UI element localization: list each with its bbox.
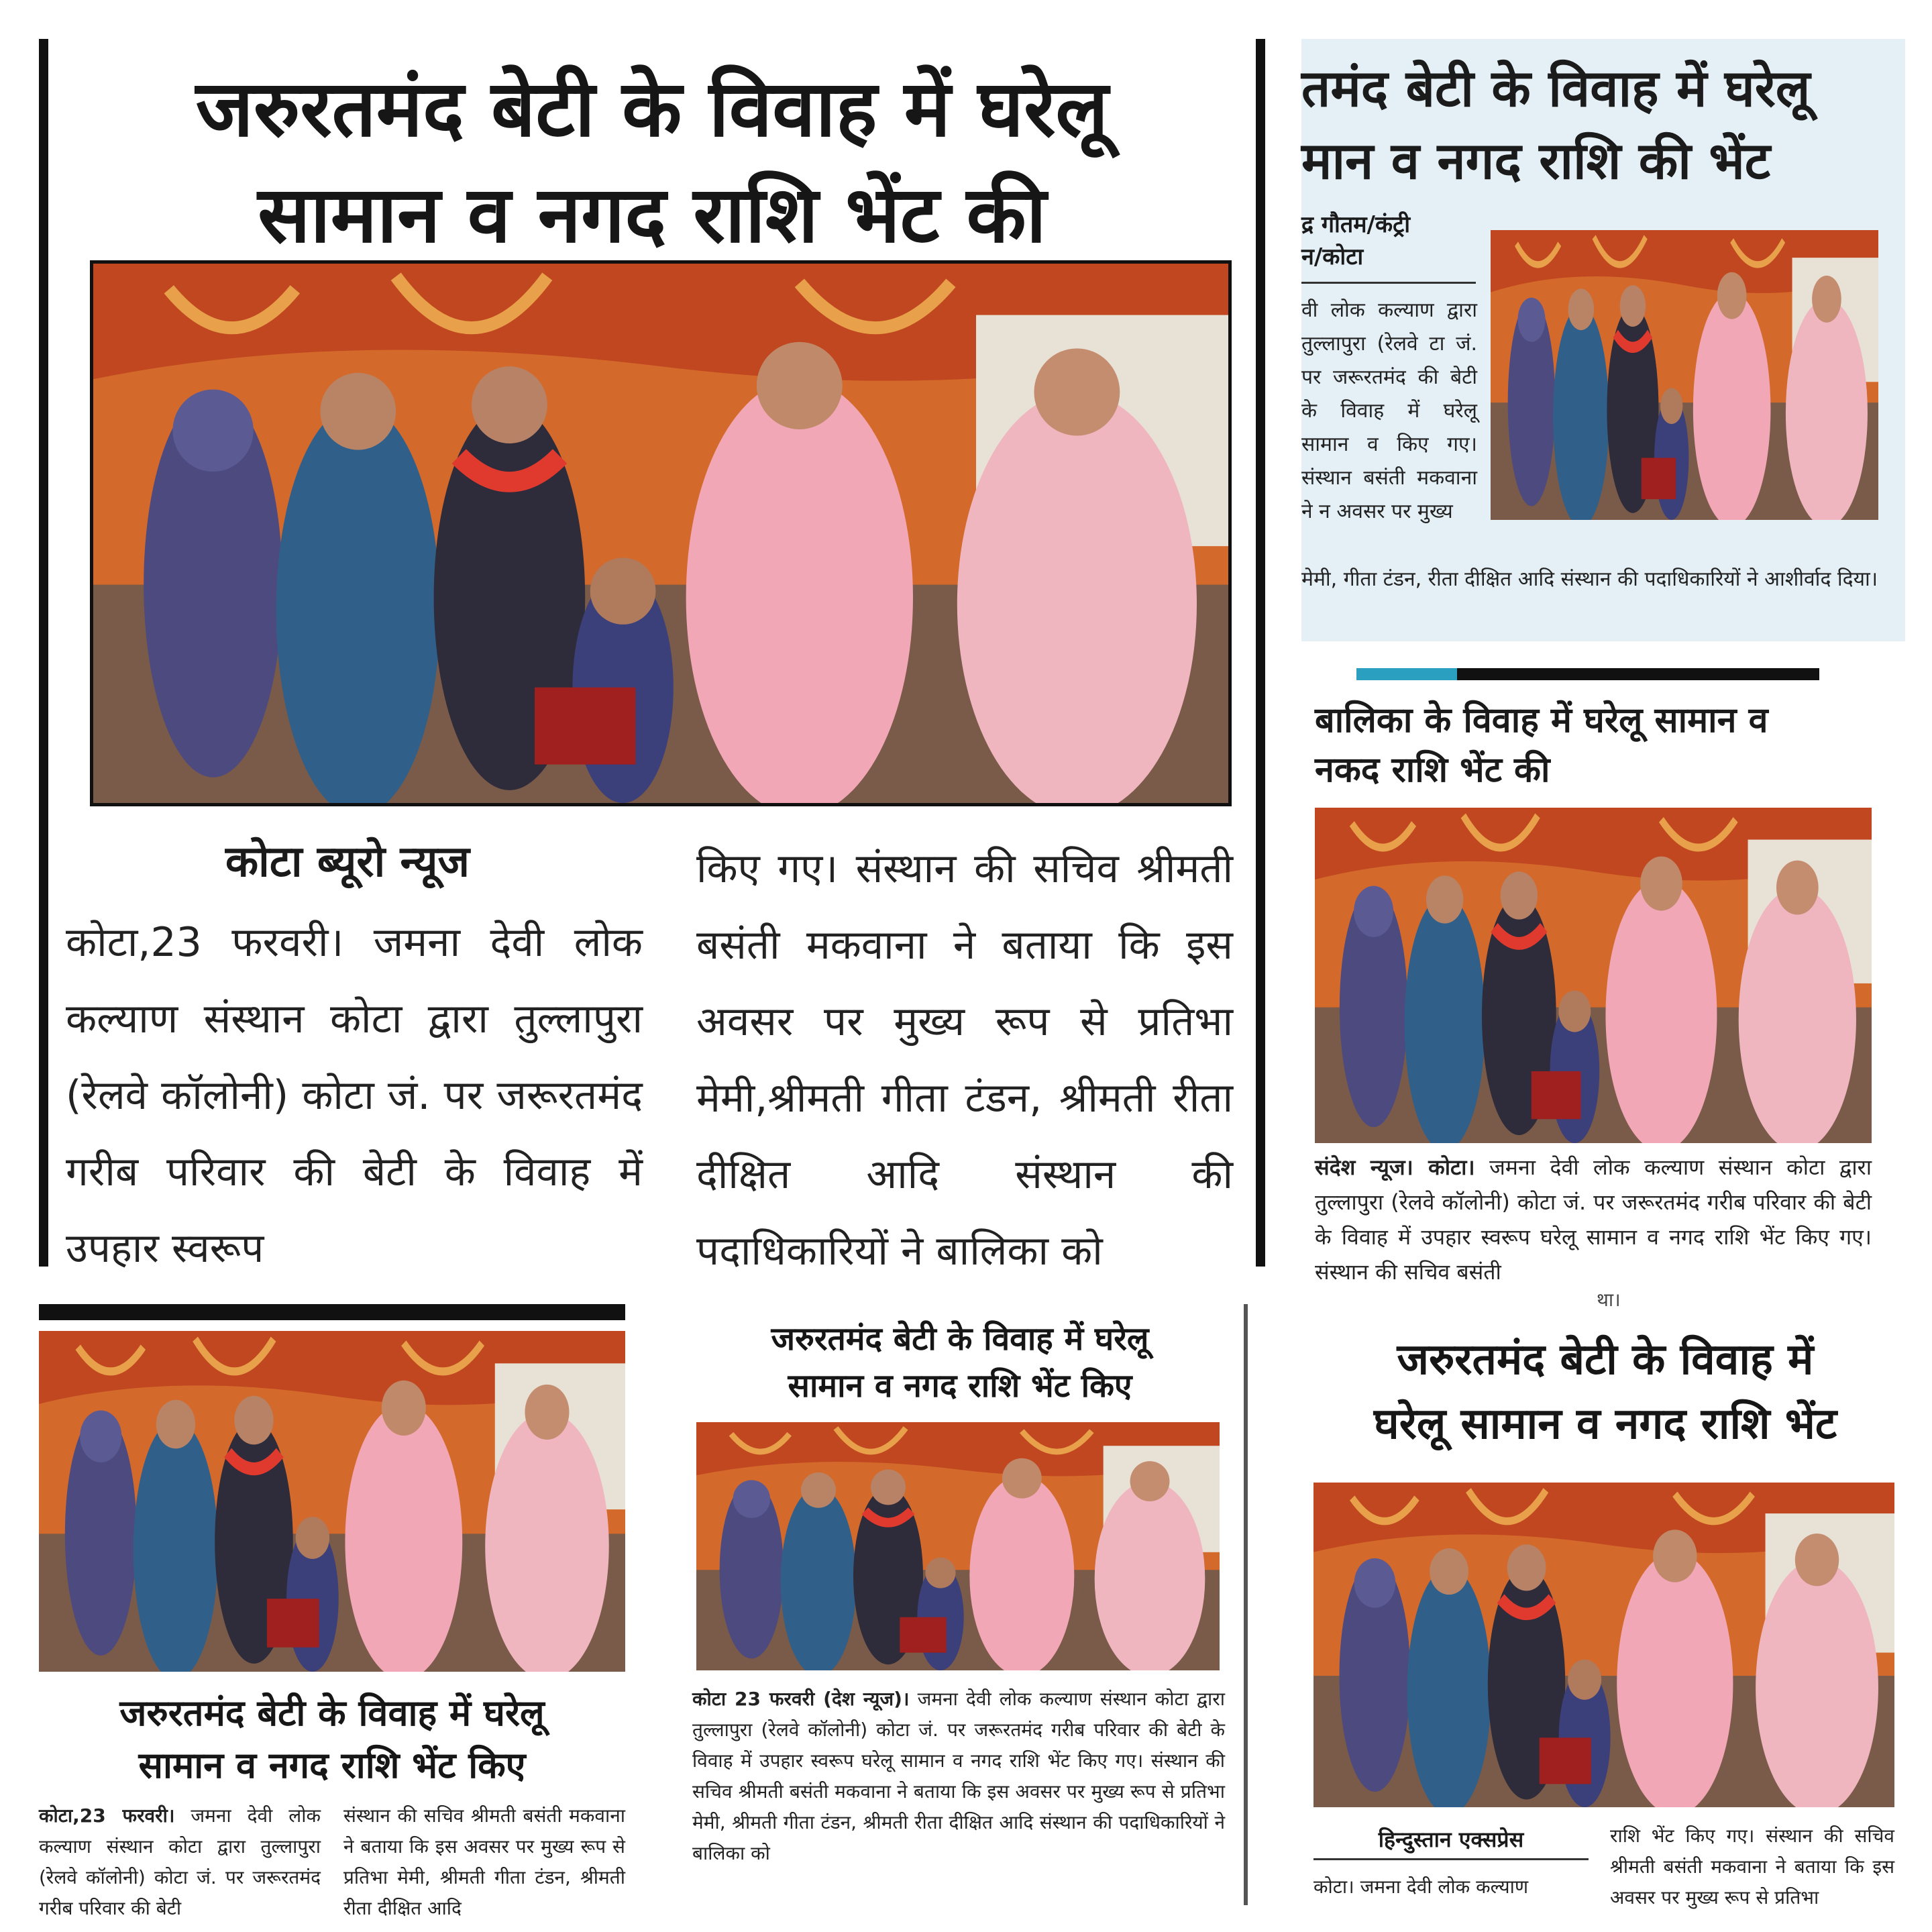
clip4-column-1 <box>39 1801 321 1924</box>
clip4-headline-2: सामान व नगद राशि भेंट किए <box>138 1744 526 1786</box>
clipping-6 <box>1305 1328 1905 1909</box>
clip5-photo <box>696 1422 1220 1670</box>
clip2-byline-rule <box>1301 282 1476 284</box>
clip2-headline-1: तमंद बेटी के विवाह में घरेलू <box>1301 58 1811 118</box>
clip6-headline-2: घरेलू सामान व नगद राशि भेंट <box>1373 1399 1837 1449</box>
clip3-photo <box>1315 808 1872 1143</box>
clip6-name-rule <box>1313 1858 1589 1860</box>
clip6-column-2: राशि भेंट किए गए। संस्थान की सचिव श्रीमती बसंती मकवाना ने बताया कि इस अवसर पर मुख्य रूप से प्रतिभा <box>1610 1825 1894 1909</box>
clip4-column-2: संस्थान की सचिव श्रीमती बसंती मकवाना ने बताया कि इस अवसर पर मुख्य रूप से प्रतिभा मेमी, श्रीमती गीता टंडन, श्रीमती रीता दीक्षित आदि <box>343 1805 625 1919</box>
clip2-photo <box>1491 230 1878 520</box>
clip4-top-rule <box>39 1304 625 1320</box>
clip3-headline-1: बालिका के विवाह में घरेलू सामान व <box>1315 700 1768 741</box>
clip3-body-text: जमना देवी लोक कल्याण संस्थान कोटा द्वारा तुल्लापुरा (रेलवे कॉलोनी) कोटा जं. पर जरूरतमंद गरीब परिवार की बेटी के विवाह में उपहार स्वरूप घरेलू सामान व नगद राशि भेंट किए गए। संस्थान की सचिव बसंती <box>1315 1155 1872 1285</box>
clip4-lead: कोटा,23 फरवरी। <box>39 1805 175 1827</box>
clip3-headline-2: नकद राशि भेंट की <box>1315 750 1550 790</box>
clip4-photo <box>39 1331 625 1672</box>
clip6-headline-1: जरुरतमंद बेटी के विवाह में <box>1397 1335 1814 1385</box>
clip1-byline: कोटा ब्यूरो न्यूज <box>225 837 470 887</box>
clip2-column: वी लोक कल्याण द्वारा तुल्लापुरा (रेलवे टा जं. पर जरूरतमंद की बेटी के विवाह में घरेलू सामान व किए गए। संस्थान बसंती मकवाना ने न अवसर पर मुख्य <box>1301 299 1477 523</box>
clipping-2 <box>1301 39 1905 641</box>
clip2-headline-2: मान व नगद राशि की भेंट <box>1301 131 1771 191</box>
clip1-headline-2: सामान व नगद राशि भेंट की <box>258 170 1046 260</box>
clip5-body-text: जमना देवी लोक कल्याण संस्थान कोटा द्वारा तुल्लापुरा (रेलवे कॉलोनी) कोटा जं. पर जरूरतमंद गरीब परिवार की बेटी के विवाह में उपहार स्वरूप घरेलू सामान व नगद राशि भेंट किए गए। संस्थान की सचिव श्रीमती बसंती मकवाना ने बताया कि इस अवसर पर मुख्य रूप से प्रतिभा मेमी, श्रीमती गीता टंडन, श्रीमती रीता दीक्षित आदि संस्थान की पदाधिकारियों ने बालिका को <box>692 1688 1226 1864</box>
clipping-4 <box>39 1304 625 1919</box>
clip2-tail: मेमी, गीता टंडन, रीता दीक्षित आदि संस्थान की पदाधिकारियों ने आशीर्वाद दिया। <box>1301 568 1878 591</box>
clip3-top-rule-accent <box>1356 668 1457 680</box>
clip2-byline-2: न/कोटा <box>1301 244 1364 270</box>
clip3-body <box>1315 1150 1872 1289</box>
clip5-lead: कोटा 23 फरवरी (देश न्यूज)। <box>692 1688 910 1710</box>
clip5-body <box>692 1684 1225 1869</box>
clip4-column-1-text: जमना देवी लोक कल्याण संस्थान कोटा द्वारा तुल्लापुरा (रेलवे कॉलोनी) कोटा जं. पर जरूरतमंद गरीब परिवार की बेटी <box>39 1805 321 1919</box>
clip2-byline-1: द्र गौतम/कंट्री <box>1301 211 1411 238</box>
clip3-tail: था। <box>1597 1289 1621 1311</box>
clip6-photo <box>1313 1483 1894 1807</box>
clip1-column-2: किए गए। संस्थान की सचिव श्रीमती बसंती मकवाना ने बताया कि इस अवसर पर मुख्य रूप से प्रतिभा मेमी,श्रीमती गीता टंडन, श्रीमती रीता दीक्षित आदि संस्थान की पदाधिकारियों ने बालिका को <box>696 845 1233 1275</box>
clip6-column-1: कोटा। जमना देवी लोक कल्याण <box>1313 1876 1529 1898</box>
clip5-headline-2: सामान व नगद राशि भेंट किए <box>788 1367 1132 1405</box>
clipping-3 <box>1301 668 1905 1312</box>
clip1-column-1: कोटा,23 फरवरी। जमना देवी लोक कल्याण संस्थान कोटा द्वारा तुल्लापुरा (रेलवे कॉलोनी) कोटा जं. पर जरूरतमंद गरीब परिवार की बेटी के विवाह में उपहार स्वरूप <box>66 919 643 1272</box>
clip5-headline-1: जरुरतमंद बेटी के विवाह में घरेलू <box>771 1320 1149 1358</box>
clip3-lead: संदेश न्यूज। कोटा। <box>1315 1155 1475 1180</box>
clip6-paper-name: हिन्दुस्तान एक्सप्रेस <box>1378 1827 1524 1852</box>
clipping-1 <box>39 39 1265 1275</box>
clipping-5 <box>672 1304 1248 1905</box>
clip1-headline-1: जरुरतमंद बेटी के विवाह में घरेलू <box>195 64 1109 154</box>
clip1-photo <box>90 260 1232 806</box>
clip4-headline-1: जरुरतमंद बेटी के विवाह में घरेलू <box>119 1692 545 1734</box>
